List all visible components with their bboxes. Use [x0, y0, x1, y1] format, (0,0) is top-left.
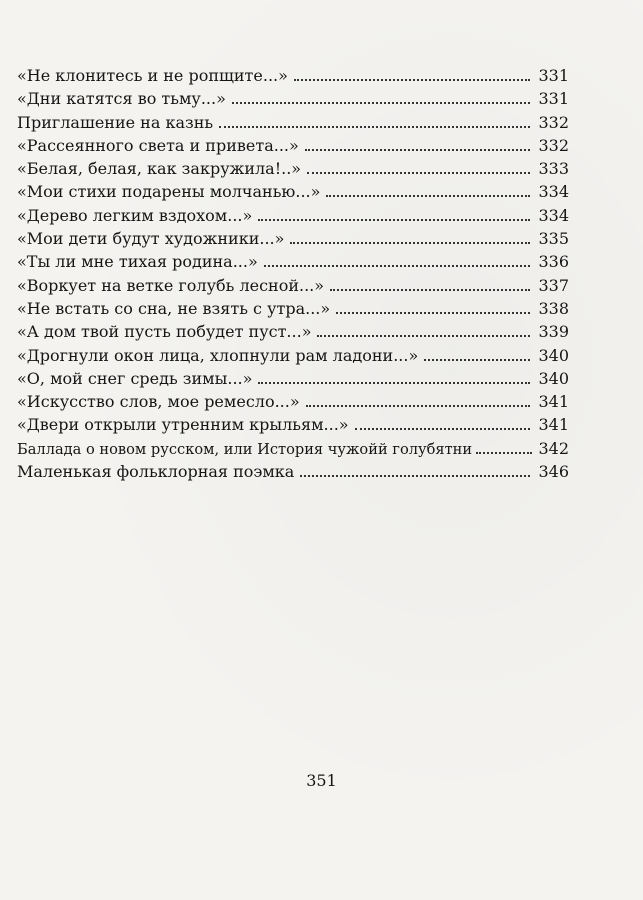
toc-entry	[17, 111, 569, 134]
toc-entry-page: 333	[538, 159, 569, 179]
toc-entry	[17, 87, 569, 110]
toc-entry-title: «Дрогнули окон лица, хлопнули рам ладони...»	[17, 345, 419, 365]
toc-entry-title: «О, мой снег средь зимы...»	[17, 368, 253, 388]
toc-dot-leader	[305, 149, 531, 151]
toc-entry-page: 334	[538, 182, 569, 202]
toc-entry	[17, 250, 569, 273]
toc-entry-page: 337	[538, 275, 569, 295]
toc-entry-page: 340	[538, 368, 569, 388]
toc-entry-title: «Дерево легким вздохом...»	[17, 205, 253, 225]
toc-entry	[17, 64, 569, 87]
toc-entry-title: Маленькая фольклорная поэмка	[17, 462, 295, 482]
toc-entry-title: «Ты ли мне тихая родина...»	[17, 252, 258, 272]
toc-entry	[17, 367, 569, 390]
toc-entry-page: 335	[538, 229, 569, 249]
toc-entry	[17, 274, 569, 297]
toc-entry-title: «Двери открыли утренним крыльям...»	[17, 415, 349, 435]
toc-entry-title: «Не клонитесь и не ропщите...»	[17, 66, 288, 85]
table-of-contents	[17, 64, 569, 483]
toc-entry-page: 336	[538, 252, 569, 272]
toc-dot-leader	[258, 382, 530, 384]
toc-entry-page: 339	[538, 322, 569, 342]
toc-entry	[17, 297, 569, 320]
toc-entry-title: «Не встать со сна, не взять с утра...»	[17, 298, 331, 318]
toc-entry-title: «Воркует на ветке голубь лесной...»	[17, 275, 325, 295]
toc-entry-page: 332	[538, 135, 569, 155]
toc-entry-title: «Мои дети будут художники...»	[17, 229, 285, 249]
toc-entry-page: 334	[538, 205, 569, 225]
toc-entry	[17, 460, 569, 483]
toc-entry-title: «Искусство слов, мое ремесло...»	[17, 392, 300, 412]
toc-dot-leader	[306, 405, 531, 407]
toc-entry-page: 338	[538, 298, 569, 318]
toc-entry-page: 340	[538, 345, 569, 365]
toc-dot-leader	[300, 475, 530, 477]
toc-entry	[17, 413, 569, 436]
toc-entry-page: 331	[538, 66, 569, 85]
toc-dot-leader	[317, 335, 530, 337]
toc-entry	[17, 344, 569, 367]
toc-entry	[17, 227, 569, 250]
toc-entry-title: «Мои стихи подарены молчанью...»	[17, 182, 321, 202]
page-number: 351	[306, 771, 337, 790]
toc-dot-leader	[355, 428, 531, 430]
toc-dot-leader	[290, 242, 530, 244]
toc-entry-page: 331	[538, 89, 569, 109]
toc-dot-leader	[330, 289, 530, 291]
toc-dot-leader	[336, 312, 530, 314]
toc-entry	[17, 390, 569, 413]
toc-dot-leader	[232, 102, 531, 104]
toc-entry	[17, 157, 569, 180]
toc-entry-page: 341	[538, 415, 569, 435]
toc-entry-title: «Рассеянного света и привета...»	[17, 135, 299, 155]
toc-entry	[17, 134, 569, 157]
toc-dot-leader	[219, 126, 530, 128]
toc-dot-leader	[424, 359, 530, 361]
toc-dot-leader	[264, 265, 531, 267]
toc-entry-page: 332	[538, 112, 569, 132]
toc-dot-leader	[326, 195, 530, 197]
toc-entry	[17, 180, 569, 203]
toc-dot-leader	[258, 219, 530, 221]
toc-dot-leader	[307, 172, 530, 174]
toc-dot-leader	[294, 79, 531, 81]
toc-entry-title: «Дни катятся во тьму...»	[17, 89, 226, 109]
toc-entry-title: Приглашение на казнь	[17, 112, 214, 132]
toc-entry	[17, 320, 569, 343]
toc-entry-page: 342	[538, 438, 569, 458]
toc-entry-page: 346	[538, 462, 569, 482]
toc-entry-title: Баллада о новом русском, или История чужойй голубятни	[17, 440, 473, 458]
toc-entry-title: «Белая, белая, как закружила!..»	[17, 159, 302, 179]
toc-entry-title: «А дом твой пусть побудет пуст...»	[17, 322, 312, 342]
toc-dot-leader	[476, 452, 532, 454]
toc-entry	[17, 204, 569, 227]
toc-entry	[17, 437, 569, 460]
toc-entry-page: 341	[538, 392, 569, 412]
